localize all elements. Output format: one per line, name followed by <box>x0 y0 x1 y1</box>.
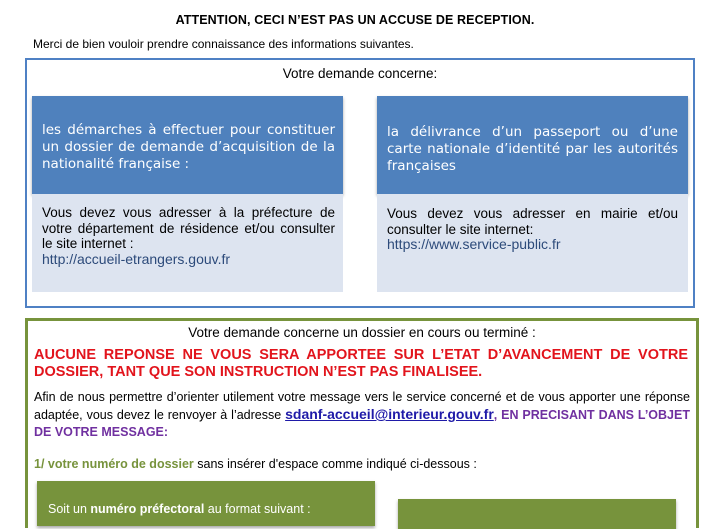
step-1-label: 1/ votre numéro de dossier <box>34 457 194 471</box>
intro-text: Merci de bien vouloir prendre connaissance des informations suivantes. <box>33 37 414 51</box>
contact-instructions <box>34 389 690 441</box>
request-type-box <box>25 58 695 308</box>
warning-text: AUCUNE REPONSE NE VOUS SERA APPORTEE SUR L’ETAT D’AVANCEMENT DE VOTRE DOSSIER, TANT QUE SON INSTRUCTION N’EST PAS FINALISEE. <box>34 347 688 380</box>
prefectoral-number-label <box>48 502 311 516</box>
contact-email-link[interactable]: sdanf-accueil@interieur.gouv.fr <box>285 406 494 422</box>
service-public-link[interactable]: https://www.service-public.fr <box>387 236 561 252</box>
accueil-etrangers-link[interactable]: http://accueil-etrangers.gouv.fr <box>42 250 231 267</box>
passport-card-header: la délivrance d’un passeport ou d’une carte nationale d’identité par les autorités françaises <box>377 96 688 194</box>
step-1 <box>34 457 477 471</box>
prefectoral-suffix: au format suivant : <box>204 502 311 516</box>
other-number-box <box>398 499 676 529</box>
subject-instructions: , EN PRECISANT DANS L’OBJET DE VOTRE MESSAGE: <box>34 408 690 439</box>
passport-card-body <box>377 194 688 292</box>
step-1-text: sans insérer d'espace comme indiqué ci-dessous : <box>193 457 477 471</box>
passport-card <box>377 96 688 292</box>
ongoing-request-heading: Votre demande concerne un dossier en cours ou terminé : <box>188 325 536 340</box>
prefectoral-bold: numéro préfectoral <box>90 502 205 516</box>
nationality-card-body <box>32 194 343 292</box>
prefectoral-prefix: Soit un <box>48 502 91 516</box>
nationality-card-header: les démarches à effectuer pour constituer un dossier de demande d’acquisition de la nationalité française : <box>32 96 343 194</box>
contact-instructions-text: Afin de nous permettre d’orienter utilement votre message vers le service concerné et de vous apporter une réponse adaptée, vous devez le renvoyer à l’adresse <box>34 390 690 422</box>
request-type-heading: Votre demande concerne: <box>282 66 438 81</box>
nationality-card <box>32 96 343 292</box>
page-title: ATTENTION, CECI N’EST PAS UN ACCUSE DE RECEPTION. <box>175 13 535 27</box>
nationality-instructions: Vous devez vous adresser à la préfecture de votre département de résidence et/ou consulter le site internet : <box>42 205 335 251</box>
ongoing-request-box <box>25 318 699 528</box>
passport-instructions: Vous devez vous adresser en mairie et/ou consulter le site internet: <box>387 206 678 237</box>
